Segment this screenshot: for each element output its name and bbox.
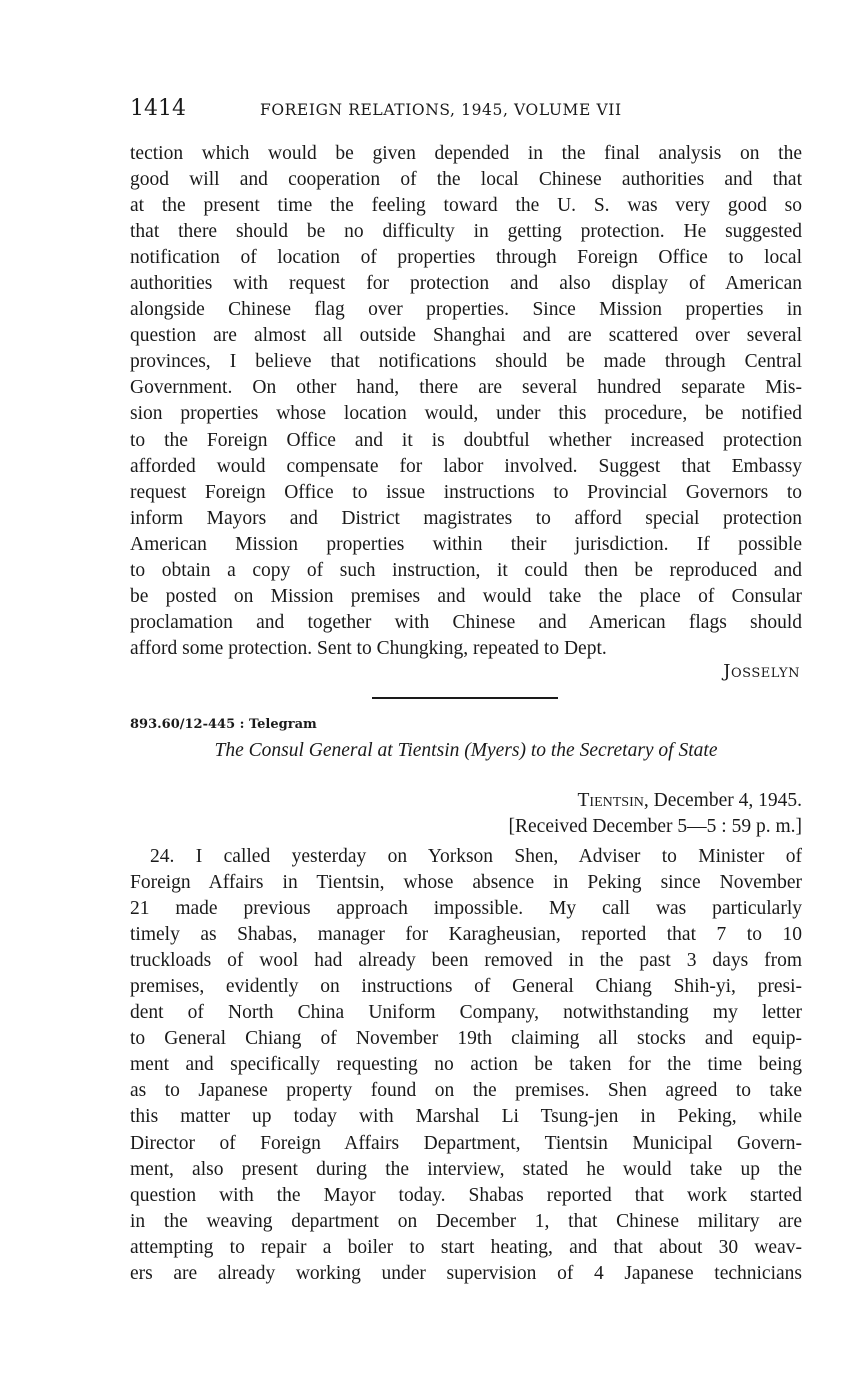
text-line: ment, also present during the interview, stated he would take up the: [130, 1158, 802, 1180]
dateline: [509, 788, 802, 840]
text-line: Director of Foreign Affairs Department, Tientsin Municipal Govern-: [130, 1132, 802, 1154]
text-line: question are almost all outside Shanghai and are scattered over several: [130, 325, 802, 347]
file-reference: 893.60/12-445 : Telegram: [130, 717, 317, 732]
text-line: sion properties whose location would, under this procedure, be notified: [130, 403, 802, 425]
document-title: The Consul General at Tientsin (Myers) to the Secretary of State: [214, 740, 718, 761]
text-line: proclamation and together with Chinese and American flags should: [130, 611, 802, 633]
running-head: FOREIGN RELATIONS, 1945, VOLUME VII: [260, 101, 622, 119]
text-line: authorities with request for protection and also display of American: [130, 273, 802, 295]
place: Tientsin: [577, 790, 644, 811]
text-line: afforded would compensate for labor involved. Suggest that Embassy: [130, 455, 802, 477]
text-line: in the weaving department on December 1, that Chinese military are: [130, 1210, 802, 1232]
text-line: Foreign Affairs in Tientsin, whose absence in Peking since November: [130, 872, 802, 894]
received-note: [Received December 5—5 : 59 p. m.]: [508, 816, 802, 837]
paragraph-1: [130, 141, 802, 662]
text-line: as to Japanese property found on the premises. Shen agreed to take: [130, 1080, 802, 1102]
text-line: to General Chiang of November 19th claiming all stocks and equip-: [130, 1028, 802, 1050]
text-line: attempting to repair a boiler to start heating, and that about 30 weav-: [130, 1236, 802, 1258]
text-line: alongside Chinese flag over properties. Since Mission properties in: [130, 299, 802, 321]
paragraph-2: [130, 844, 802, 1287]
text-line: at the present time the feeling toward the U. S. was very good so: [130, 195, 802, 217]
text-line: that there should be no difficulty in getting protection. He suggested: [130, 221, 802, 243]
text-line: notification of location of properties through Foreign Office to local: [130, 247, 802, 269]
section-divider: [372, 697, 558, 699]
place-date: [509, 788, 802, 814]
text-line: inform Mayors and District magistrates to afford special protection: [130, 507, 802, 529]
text-line: ers are already working under supervision of 4 Japanese technicians: [130, 1262, 802, 1284]
text-line: ment and specifically requesting no action be taken for the time being: [130, 1054, 802, 1076]
text-line: request Foreign Office to issue instructions to Provincial Governors to: [130, 481, 802, 503]
text-line: this matter up today with Marshal Li Tsung-jen in Peking, while: [130, 1106, 802, 1128]
text-line: be posted on Mission premises and would take the place of Consular: [130, 585, 802, 607]
text-line: question with the Mayor today. Shabas reported that work started: [130, 1184, 802, 1206]
text-line: timely as Shabas, manager for Karagheusian, reported that 7 to 10: [130, 924, 802, 946]
text-line: 21 made previous approach impossible. My call was particularly: [130, 898, 802, 920]
text-line: provinces, I believe that notifications should be made through Central: [130, 351, 802, 373]
text-line: tection which would be given depended in the final analysis on the: [130, 143, 802, 164]
page-number: 1414: [130, 96, 186, 121]
text-line: good will and cooperation of the local Chinese authorities and that: [130, 169, 802, 191]
text-line: American Mission properties within their jurisdiction. If possible: [130, 533, 802, 555]
text-line: truckloads of wool had already been removed in the past 3 days from: [130, 950, 802, 972]
text-line: afford some protection. Sent to Chungking, repeated to Dept.: [130, 637, 607, 659]
text-line: to the Foreign Office and it is doubtful whether increased protection: [130, 429, 802, 451]
text-line: dent of North China Uniform Company, notwithstanding my letter: [130, 1002, 802, 1024]
text-line: premises, evidently on instructions of General Chiang Shih-yi, presi-: [130, 976, 802, 998]
text-line: to obtain a copy of such instruction, it could then be reproduced and: [130, 559, 802, 581]
text-line: 24. I called yesterday on Yorkson Shen, Adviser to Minister of: [150, 846, 802, 867]
page-header: [130, 96, 800, 126]
date: , December 4, 1945.: [643, 790, 802, 811]
text-line: Government. On other hand, there are several hundred separate Mis-: [130, 377, 802, 399]
signature: Josselyn: [723, 661, 800, 682]
